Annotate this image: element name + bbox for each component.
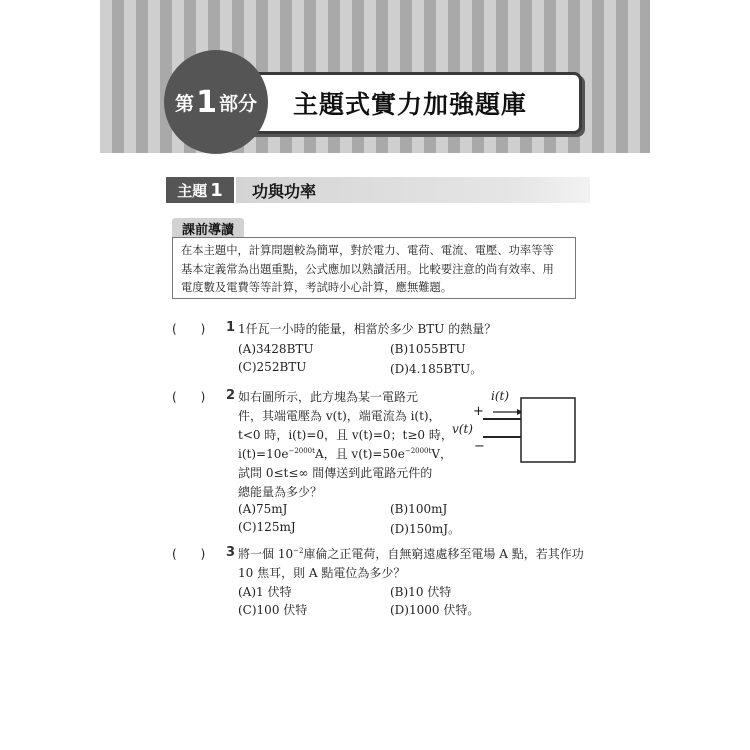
part-number-badge — [164, 50, 268, 154]
part-suffix: 部分 — [218, 92, 257, 115]
option-a: (A)3428BTU — [238, 342, 314, 356]
preview-line: 基本定義常為出題重點，公式應加以熟讀活用。比較要注意的尚有效率、用 — [181, 262, 554, 276]
exponent: −2 — [293, 547, 304, 555]
topic-title: 功與功率 — [252, 182, 317, 201]
option-a: (A)1 伏特 — [238, 585, 292, 599]
option-c: (C)125mJ — [238, 520, 296, 534]
question-text: 1仟瓦一小時的能量，相當於多少 BTU 的熱量？ — [238, 322, 497, 336]
question-text: 如右圖所示，此方塊為某一電路元 — [238, 390, 419, 404]
option-d: (D)1000 伏特。 — [390, 603, 480, 617]
topic-number: 1 — [210, 179, 223, 201]
question-text: t<0 時，i(t)=0，且 v(t)=0；t≥0 時， — [238, 428, 453, 442]
formula-part: 庫倫之正電荷，自無窮遠處移至電場 A 點，若其作功 — [303, 547, 584, 561]
question-text: 總能量為多少？ — [238, 485, 323, 499]
part-number: 1 — [196, 84, 217, 120]
topic-prefix: 主題 — [177, 181, 208, 200]
option-c: (C)100 伏特 — [238, 603, 308, 617]
part-prefix: 第 — [175, 92, 195, 115]
plus-sign: + — [473, 404, 484, 419]
option-c: (C)252BTU — [238, 360, 307, 374]
preview-label: 課前導讀 — [172, 218, 244, 238]
voltage-label: v(t) — [452, 422, 473, 436]
option-d: (D)4.185BTU。 — [390, 362, 483, 376]
option-d: (D)150mJ。 — [390, 522, 461, 536]
circuit-figure — [445, 388, 585, 468]
circuit-element-box — [521, 398, 575, 462]
answer-blank: ( ) — [172, 322, 206, 336]
book-page — [100, 0, 650, 750]
formula-part: i(t)=10e — [238, 447, 289, 461]
current-label: i(t) — [491, 389, 510, 403]
option-a: (A)75mJ — [238, 502, 288, 516]
question-text-formula — [238, 545, 584, 562]
answer-blank: ( ) — [172, 390, 206, 404]
question-text: 件，其端電壓為 v(t)，端電流為 i(t)， — [238, 409, 441, 423]
formula-part: V， — [431, 447, 452, 461]
option-b: (B)100mJ — [390, 502, 448, 516]
part-title: 主題式實力加強題庫 — [293, 90, 528, 119]
topic-header — [166, 177, 590, 203]
formula-part: 將一個 10 — [238, 547, 294, 561]
preview-box — [172, 237, 576, 299]
formula-part: A，且 v(t)=50e — [314, 447, 405, 461]
answer-blank: ( ) — [172, 547, 206, 561]
option-b: (B)10 伏特 — [390, 585, 452, 599]
preview-line: 電度數及電費等等計算，考試時小心計算，應無難題。 — [181, 281, 453, 294]
exponent: −2000t — [288, 447, 315, 455]
part-banner — [100, 0, 650, 153]
topic-badge — [166, 177, 234, 203]
exponent: −2000t — [404, 447, 432, 455]
minus-sign: − — [474, 439, 485, 454]
question-number: 1 — [226, 320, 236, 335]
preview-line: 在本主題中，計算問題較為簡單，對於電力、電荷、電流、電壓、功率等等 — [181, 244, 554, 257]
option-b: (B)1055BTU — [390, 342, 466, 356]
question-text-formula — [238, 445, 452, 462]
question-text: 試問 0≤t≤∞ 間傳送到此電路元件的 — [238, 466, 433, 480]
question-text: 10 焦耳，則 A 點電位為多少？ — [238, 566, 406, 580]
question-number: 2 — [226, 388, 236, 403]
question-number: 3 — [226, 545, 236, 560]
